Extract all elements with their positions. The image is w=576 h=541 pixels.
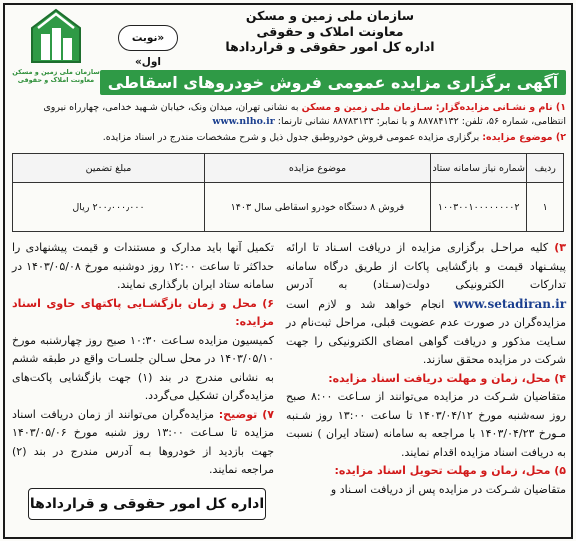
table-row: [13, 183, 564, 232]
section-1-label: ۱) نام و نشـانی مزایده‌گزار:: [435, 102, 566, 113]
col-header-guarantee: مبلغ تضمین: [13, 154, 205, 183]
org-name: سازمان ملی زمین و مسکن: [245, 8, 415, 23]
section-2-subject: [10, 131, 566, 144]
cell-subject: فروش ۸ دستگاه خودرو اسقاطی سال ۱۴۰۳: [204, 183, 430, 232]
section-3-number: ۳): [554, 241, 566, 254]
section-4-heading: ۴) محل، زمان و مهلت دریافت اسناد مزایده:: [328, 371, 566, 385]
section-7-heading: ۷) توضیح:: [218, 407, 274, 421]
auction-table: [12, 153, 564, 232]
cell-guarantee: ۲۰۰٫۰۰۰٫۰۰۰ ریال: [13, 183, 205, 232]
section-1-organizer: [10, 101, 566, 128]
section-3-text: کلیه مراحـل برگزاری مزایده از دریافت اسـناد تا ارائه پیشـنهاد قیمت و بازگشایی پاکات از طریق درگاه سامانه تدارکات الکترونیکی دولت(سـتاد) به آدرس: [286, 241, 566, 291]
logo-caption-2: معاونت املاک و حقوقی: [17, 76, 95, 84]
org-department: اداره کل امور حقوقی و قراردادها: [225, 39, 435, 54]
setad-link[interactable]: www.setadiran.ir: [453, 296, 567, 311]
section-3-text-cont: انجام خواهد شد و لازم است مزایده‌گران در صورت عدم عضویت قبلی، مراحل ثبت‌نام در سـایت مذکور و دریافت گواهی امضای الکترونیکی را جهت شرکت در مزایده محقق سازند.: [286, 297, 566, 366]
section-7-text: مزایده‌گران می‌توانند از زمان دریافت اسناد مزایده تا سـاعت ۱۳:۰۰ روز شنبه مورخ ۱۴۰۳/۰۵/۰۶ جهت بازدید از خودروها بـه آدرس مندرج در بند (۲) مراجعه نمایند.: [12, 407, 274, 476]
fax-number: ۸۸۷۸۳۱۳۳: [332, 115, 374, 127]
section-6-heading: ۶) محل و زمان بازگشـایی پاکتهای حاوی اسناد مزایده:: [12, 296, 274, 328]
phone-number: ۸۸۷۸۴۱۳۲: [417, 115, 459, 127]
website-label: نشانی تارنما:: [277, 115, 330, 127]
section-5-text-cont: تکمیل آنها باید مدارک و مستندات و قیمت پیشنهادی را حداکثر تا ساعت ۱۲:۰۰ روز دوشنبه مورخ ۱۴۰۳/۰۵/۰۸ در سامانه ستاد ایران بارگذاری نمایند.: [12, 241, 274, 291]
fax-label: و با نمابر:: [376, 115, 415, 127]
table-header-row: [13, 154, 564, 183]
col-header-setad-number: شماره نیاز سامانه ستاد: [430, 154, 527, 183]
cell-row-number: ۱: [527, 183, 564, 232]
right-column: [286, 239, 566, 499]
section-6-text: کمیسیون مزایده سـاعت ۱۰:۳۰ صبح روز چهارشنبه مورخ ۱۴۰۳/۰۵/۱۰ در محل سـالن جلسـات واقع در طبقه ششم به نشانی مندرج در بند (۱) جهت بازگشایی پاکت‌های مزایده‌گران تشکیل می‌گردد.: [12, 333, 274, 402]
col-header-subject: موضوع مزایده: [204, 154, 430, 183]
section-2-label: ۲) موضوع مزایده:: [482, 132, 566, 143]
org-deputy: معاونت املاک و حقوقی: [256, 23, 404, 39]
col-header-row-number: ردیف: [527, 154, 564, 183]
house-logo-icon: [28, 6, 84, 68]
section-4-text: متقاضیان شـرکت در مزایده می‌توانند از سـاعت ۸:۰۰ صبح روز سه‌شنبه مورخ ۱۴۰۳/۰۴/۱۲ تا ساعت ۱۳:۰۰ روز شـنبه مـورخ ۱۴۰۳/۰۴/۲۳ با مراجعه به سامانه (ستاد ایران ) نسبت به دریافت اسناد مزایده اقدام نمایند.: [286, 390, 566, 459]
cell-setad-number: ۱۰۰۳۰۰۱۰۰۰۰۰۰۰۰۲: [430, 183, 527, 232]
section-2-text: برگزاری مزایده عمومی فروش خودروطبق جدول ذیل و شرح مشخصات مندرج در اسناد مزایده.: [102, 132, 480, 143]
logo-caption-1: سازمان ملی زمین و مسکن: [12, 68, 100, 76]
website-link[interactable]: www.nlho.ir: [212, 115, 275, 127]
section-5-heading: ۵) محل، زمان و مهلت تحویل اسناد مزایده:: [334, 464, 566, 477]
left-column: [12, 239, 274, 480]
footer-department: اداره کل امور حقوقی و قراردادها: [28, 488, 266, 520]
org-logo: [8, 6, 104, 98]
first-turn-badge: «نوبت اول»: [118, 25, 178, 51]
section-5-text: متقاضیان شـرکت در مزایده پس از دریافت اسـناد و: [330, 482, 566, 496]
organizer-address: به نشانی تهران، میدان ونک، خیابان شـهید خدامی، چهارراه نیروی انتظامی، شماره ۵۶، تلفن:: [43, 102, 566, 127]
org-header: [180, 8, 480, 55]
organizer-name: سـازمان ملی زمین و مسکن: [301, 102, 433, 113]
notice-title-banner: آگهی برگزاری مزایده عمومی فروش خودروهای اسقاطی: [100, 70, 566, 95]
